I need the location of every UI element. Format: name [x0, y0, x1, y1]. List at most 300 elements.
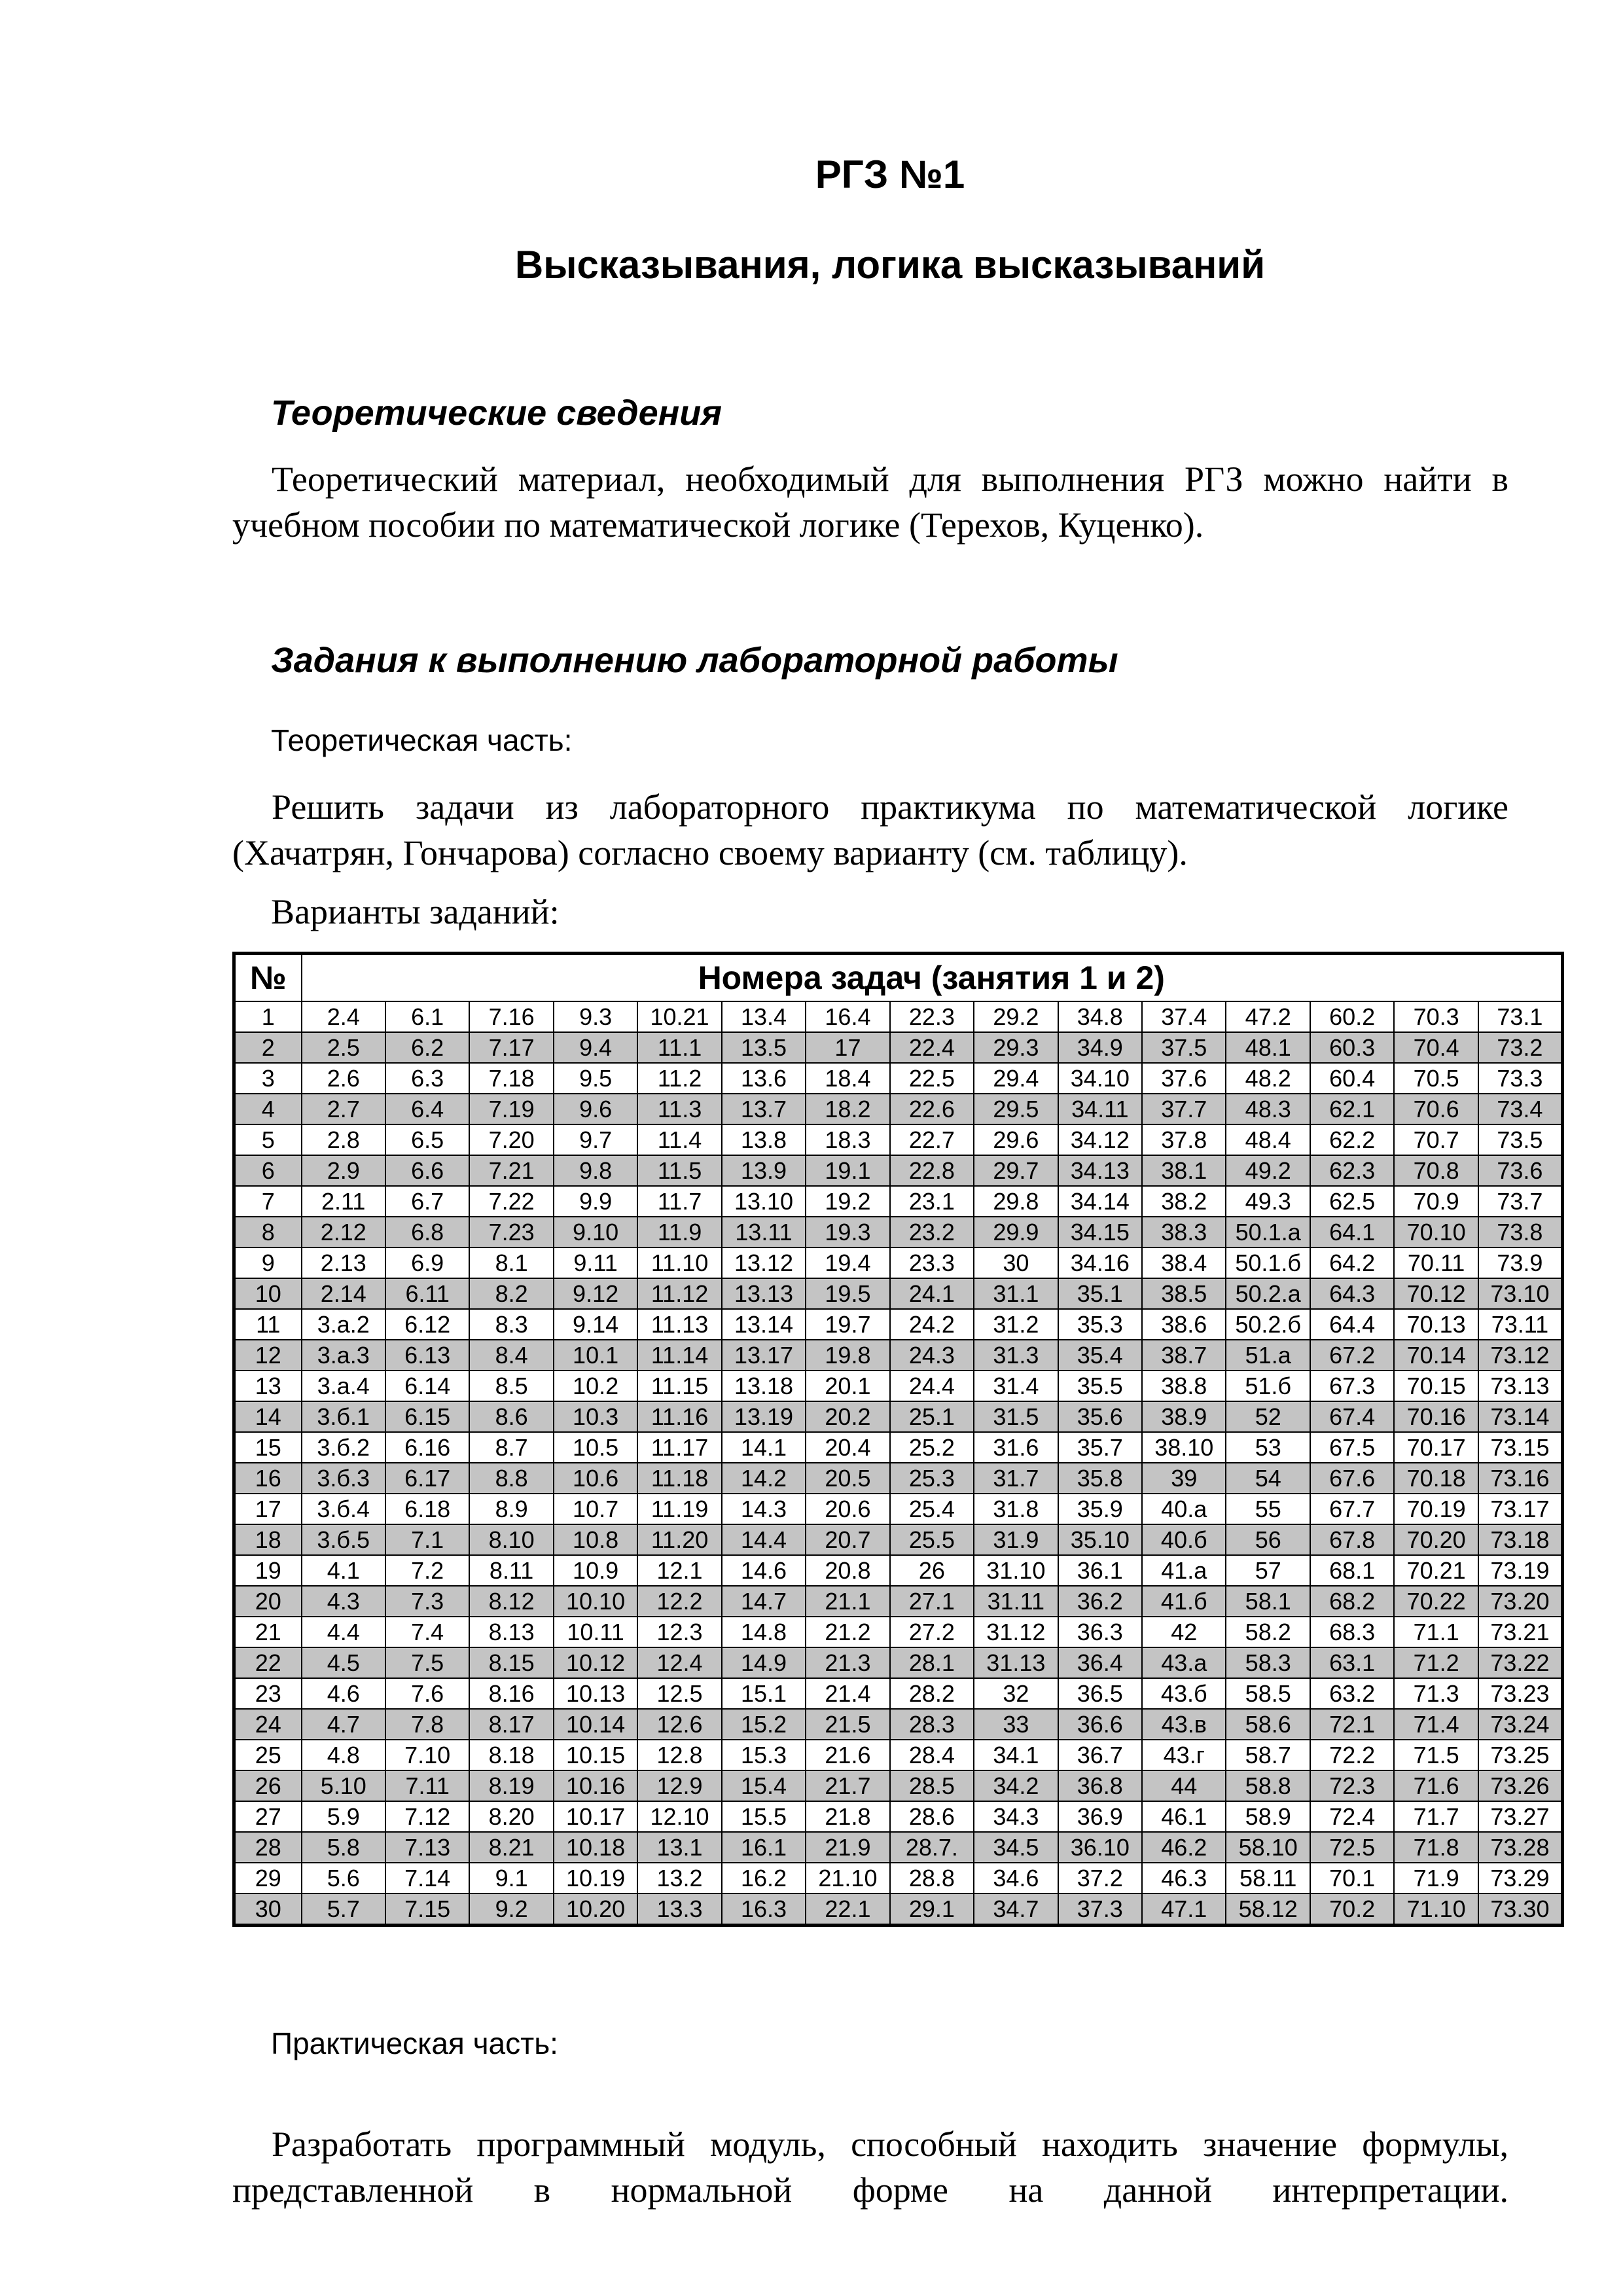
task-cell: 29.2 [974, 1001, 1058, 1032]
task-cell: 20.1 [806, 1371, 889, 1401]
task-cell: 8.1 [469, 1247, 553, 1278]
task-cell: 38.7 [1142, 1340, 1226, 1371]
task-cell: 2.13 [302, 1247, 385, 1278]
task-cell: 13.17 [722, 1340, 806, 1371]
task-cell: 19.1 [806, 1155, 889, 1186]
task-cell: 70.2 [1310, 1893, 1394, 1926]
task-cell: 6.14 [385, 1371, 469, 1401]
task-cell: 31.13 [974, 1647, 1058, 1678]
task-cell: 12.5 [637, 1678, 721, 1709]
task-cell: 24.2 [890, 1309, 974, 1340]
theory-heading: Теоретические сведения [271, 393, 722, 433]
task-cell: 48.3 [1226, 1094, 1310, 1124]
variant-number-cell: 20 [234, 1586, 302, 1617]
task-cell: 10.11 [554, 1617, 637, 1647]
task-cell: 10.13 [554, 1678, 637, 1709]
task-cell: 7.11 [385, 1770, 469, 1801]
task-cell: 8.18 [469, 1740, 553, 1770]
task-cell: 37.4 [1142, 1001, 1226, 1032]
task-cell: 14.3 [722, 1494, 806, 1524]
task-cell: 28.2 [890, 1678, 974, 1709]
task-cell: 31.12 [974, 1617, 1058, 1647]
task-cell: 62.1 [1310, 1094, 1394, 1124]
header-tasks: Номера задач (занятия 1 и 2) [302, 954, 1563, 1002]
task-cell: 31.10 [974, 1555, 1058, 1586]
table-row [234, 1494, 1563, 1524]
task-cell: 17 [806, 1032, 889, 1063]
task-cell: 70.22 [1394, 1586, 1478, 1617]
task-cell: 67.2 [1310, 1340, 1394, 1371]
task-cell: 11.18 [637, 1463, 721, 1494]
task-cell: 73.15 [1478, 1432, 1563, 1463]
task-cell: 11.2 [637, 1063, 721, 1094]
task-cell: 62.5 [1310, 1186, 1394, 1217]
task-cell: 73.20 [1478, 1586, 1563, 1617]
task-text: Решить задачи из лабораторного практикума по математической логике (Хачатрян, Гончарова) согласно своему варианту (см. таблицу). [232, 787, 1508, 872]
task-cell: 43.б [1142, 1678, 1226, 1709]
task-cell: 10.21 [637, 1001, 721, 1032]
task-cell: 7.18 [469, 1063, 553, 1094]
task-cell: 37.8 [1142, 1124, 1226, 1155]
task-cell: 10.20 [554, 1893, 637, 1926]
task-cell: 2.12 [302, 1217, 385, 1247]
task-cell: 54 [1226, 1463, 1310, 1494]
task-cell: 25.2 [890, 1432, 974, 1463]
task-cell: 31.6 [974, 1432, 1058, 1463]
task-cell: 10.8 [554, 1524, 637, 1555]
table-row [234, 1617, 1563, 1647]
task-cell: 36.2 [1058, 1586, 1142, 1617]
task-cell: 7.8 [385, 1709, 469, 1740]
task-cell: 9.7 [554, 1124, 637, 1155]
task-cell: 73.10 [1478, 1278, 1563, 1309]
task-cell: 72.5 [1310, 1832, 1394, 1863]
task-cell: 10.5 [554, 1432, 637, 1463]
task-cell: 70.7 [1394, 1124, 1478, 1155]
task-cell: 60.2 [1310, 1001, 1394, 1032]
task-cell: 70.4 [1394, 1032, 1478, 1063]
task-cell: 34.15 [1058, 1217, 1142, 1247]
task-cell: 20.6 [806, 1494, 889, 1524]
task-cell: 11.13 [637, 1309, 721, 1340]
task-cell: 21.1 [806, 1586, 889, 1617]
task-cell: 41.б [1142, 1586, 1226, 1617]
task-cell: 43.в [1142, 1709, 1226, 1740]
task-cell: 73.21 [1478, 1617, 1563, 1647]
task-cell: 8.7 [469, 1432, 553, 1463]
task-cell: 67.8 [1310, 1524, 1394, 1555]
table-row [234, 1247, 1563, 1278]
task-cell: 3.б.2 [302, 1432, 385, 1463]
task-cell: 6.3 [385, 1063, 469, 1094]
variant-number-cell: 30 [234, 1893, 302, 1926]
task-cell: 73.29 [1478, 1863, 1563, 1893]
task-cell: 20.2 [806, 1401, 889, 1432]
task-cell: 60.4 [1310, 1063, 1394, 1094]
task-cell: 22.6 [890, 1094, 974, 1124]
task-cell: 57 [1226, 1555, 1310, 1586]
task-cell: 11.1 [637, 1032, 721, 1063]
task-cell: 31.7 [974, 1463, 1058, 1494]
task-cell: 11.20 [637, 1524, 721, 1555]
task-cell: 38.10 [1142, 1432, 1226, 1463]
task-cell: 28.1 [890, 1647, 974, 1678]
task-cell: 28.7. [890, 1832, 974, 1863]
task-cell: 15.5 [722, 1801, 806, 1832]
task-cell: 35.5 [1058, 1371, 1142, 1401]
task-cell: 9.10 [554, 1217, 637, 1247]
task-cell: 6.2 [385, 1032, 469, 1063]
theory-paragraph [232, 456, 1508, 548]
task-cell: 49.2 [1226, 1155, 1310, 1186]
task-cell: 6.7 [385, 1186, 469, 1217]
task-cell: 72.2 [1310, 1740, 1394, 1770]
task-cell: 46.2 [1142, 1832, 1226, 1863]
theoretical-part-label: Теоретическая часть: [271, 723, 573, 757]
table-row [234, 1770, 1563, 1801]
task-cell: 35.4 [1058, 1340, 1142, 1371]
task-cell: 7.15 [385, 1893, 469, 1926]
task-cell: 13.14 [722, 1309, 806, 1340]
task-cell: 7.20 [469, 1124, 553, 1155]
task-cell: 23.2 [890, 1217, 974, 1247]
task-cell: 58.9 [1226, 1801, 1310, 1832]
task-cell: 9.5 [554, 1063, 637, 1094]
task-cell: 7.23 [469, 1217, 553, 1247]
task-cell: 62.2 [1310, 1124, 1394, 1155]
task-cell: 8.16 [469, 1678, 553, 1709]
task-cell: 70.14 [1394, 1340, 1478, 1371]
task-cell: 8.10 [469, 1524, 553, 1555]
task-cell: 70.15 [1394, 1371, 1478, 1401]
task-cell: 3.б.1 [302, 1401, 385, 1432]
variant-number-cell: 10 [234, 1278, 302, 1309]
task-cell: 2.4 [302, 1001, 385, 1032]
task-cell: 7.16 [469, 1001, 553, 1032]
task-cell: 4.3 [302, 1586, 385, 1617]
table-row [234, 1524, 1563, 1555]
task-cell: 22.8 [890, 1155, 974, 1186]
task-cell: 11.3 [637, 1094, 721, 1124]
task-cell: 7.17 [469, 1032, 553, 1063]
task-cell: 6.8 [385, 1217, 469, 1247]
task-cell: 6.6 [385, 1155, 469, 1186]
task-cell: 9.6 [554, 1094, 637, 1124]
task-cell: 21.10 [806, 1863, 889, 1893]
task-cell: 13.3 [637, 1893, 721, 1926]
task-cell: 73.16 [1478, 1463, 1563, 1494]
task-cell: 10.17 [554, 1801, 637, 1832]
table-row [234, 1186, 1563, 1217]
task-paragraph [232, 784, 1508, 876]
task-cell: 2.9 [302, 1155, 385, 1186]
task-cell: 23.3 [890, 1247, 974, 1278]
task-cell: 38.6 [1142, 1309, 1226, 1340]
table-row [234, 1832, 1563, 1863]
task-cell: 11.16 [637, 1401, 721, 1432]
task-cell: 13.18 [722, 1371, 806, 1401]
task-cell: 7.13 [385, 1832, 469, 1863]
task-cell: 36.7 [1058, 1740, 1142, 1770]
task-cell: 40.б [1142, 1524, 1226, 1555]
task-cell: 5.7 [302, 1893, 385, 1926]
task-cell: 38.1 [1142, 1155, 1226, 1186]
task-cell: 3.а.3 [302, 1340, 385, 1371]
task-cell: 6.11 [385, 1278, 469, 1309]
task-cell: 19.4 [806, 1247, 889, 1278]
task-cell: 34.5 [974, 1832, 1058, 1863]
task-cell: 16.2 [722, 1863, 806, 1893]
task-cell: 18.3 [806, 1124, 889, 1155]
task-cell: 21.5 [806, 1709, 889, 1740]
task-cell: 31.3 [974, 1340, 1058, 1371]
task-cell: 48.1 [1226, 1032, 1310, 1063]
task-cell: 58.7 [1226, 1740, 1310, 1770]
task-cell: 7.2 [385, 1555, 469, 1586]
task-cell: 9.3 [554, 1001, 637, 1032]
task-cell: 7.10 [385, 1740, 469, 1770]
task-cell: 46.1 [1142, 1801, 1226, 1832]
task-cell: 70.1 [1310, 1863, 1394, 1893]
variant-number-cell: 12 [234, 1340, 302, 1371]
task-cell: 11.17 [637, 1432, 721, 1463]
variant-number-cell: 9 [234, 1247, 302, 1278]
task-cell: 73.25 [1478, 1740, 1563, 1770]
task-cell: 25.1 [890, 1401, 974, 1432]
task-cell: 7.6 [385, 1678, 469, 1709]
task-cell: 36.5 [1058, 1678, 1142, 1709]
variant-number-cell: 7 [234, 1186, 302, 1217]
task-cell: 6.9 [385, 1247, 469, 1278]
task-cell: 11.15 [637, 1371, 721, 1401]
task-cell: 7.12 [385, 1801, 469, 1832]
task-cell: 3.б.5 [302, 1524, 385, 1555]
task-cell: 73.1 [1478, 1001, 1563, 1032]
task-cell: 14.7 [722, 1586, 806, 1617]
task-cell: 73.7 [1478, 1186, 1563, 1217]
task-cell: 12.1 [637, 1555, 721, 1586]
task-cell: 53 [1226, 1432, 1310, 1463]
header-number: № [234, 954, 302, 1002]
task-cell: 71.10 [1394, 1893, 1478, 1926]
task-cell: 21.3 [806, 1647, 889, 1678]
task-cell: 22.1 [806, 1893, 889, 1926]
task-cell: 64.3 [1310, 1278, 1394, 1309]
table-row [234, 1740, 1563, 1770]
task-cell: 10.9 [554, 1555, 637, 1586]
task-cell: 42 [1142, 1617, 1226, 1647]
task-cell: 29.3 [974, 1032, 1058, 1063]
task-cell: 8.6 [469, 1401, 553, 1432]
task-cell: 13.4 [722, 1001, 806, 1032]
variant-number-cell: 3 [234, 1063, 302, 1094]
task-cell: 14.8 [722, 1617, 806, 1647]
task-cell: 67.7 [1310, 1494, 1394, 1524]
variant-number-cell: 18 [234, 1524, 302, 1555]
task-cell: 22.7 [890, 1124, 974, 1155]
task-cell: 11.9 [637, 1217, 721, 1247]
task-cell: 34.7 [974, 1893, 1058, 1926]
table-row [234, 1432, 1563, 1463]
task-cell: 73.5 [1478, 1124, 1563, 1155]
variant-number-cell: 16 [234, 1463, 302, 1494]
task-cell: 73.28 [1478, 1832, 1563, 1863]
task-cell: 25.4 [890, 1494, 974, 1524]
task-cell: 73.24 [1478, 1709, 1563, 1740]
task-cell: 70.16 [1394, 1401, 1478, 1432]
task-cell: 35.3 [1058, 1309, 1142, 1340]
task-cell: 34.14 [1058, 1186, 1142, 1217]
task-cell: 12.8 [637, 1740, 721, 1770]
task-cell: 70.19 [1394, 1494, 1478, 1524]
task-cell: 13.9 [722, 1155, 806, 1186]
task-cell: 7.5 [385, 1647, 469, 1678]
task-cell: 73.14 [1478, 1401, 1563, 1432]
task-cell: 8.4 [469, 1340, 553, 1371]
variant-number-cell: 15 [234, 1432, 302, 1463]
task-cell: 63.1 [1310, 1647, 1394, 1678]
task-cell: 2.6 [302, 1063, 385, 1094]
task-cell: 71.7 [1394, 1801, 1478, 1832]
task-cell: 2.7 [302, 1094, 385, 1124]
variant-number-cell: 8 [234, 1217, 302, 1247]
task-cell: 72.3 [1310, 1770, 1394, 1801]
task-cell: 21.4 [806, 1678, 889, 1709]
task-cell: 67.3 [1310, 1371, 1394, 1401]
variant-number-cell: 26 [234, 1770, 302, 1801]
task-cell: 5.10 [302, 1770, 385, 1801]
task-cell: 15.3 [722, 1740, 806, 1770]
task-cell: 73.22 [1478, 1647, 1563, 1678]
task-cell: 19.8 [806, 1340, 889, 1371]
task-cell: 10.19 [554, 1863, 637, 1893]
task-cell: 70.20 [1394, 1524, 1478, 1555]
table-row [234, 1893, 1563, 1926]
task-cell: 28.4 [890, 1740, 974, 1770]
task-cell: 73.19 [1478, 1555, 1563, 1586]
task-cell: 8.19 [469, 1770, 553, 1801]
task-cell: 7.4 [385, 1617, 469, 1647]
task-cell: 6.12 [385, 1309, 469, 1340]
task-cell: 32 [974, 1678, 1058, 1709]
task-cell: 7.22 [469, 1186, 553, 1217]
task-cell: 10.7 [554, 1494, 637, 1524]
table-header-row [234, 954, 1563, 1002]
task-cell: 35.8 [1058, 1463, 1142, 1494]
task-cell: 49.3 [1226, 1186, 1310, 1217]
practical-paragraph [232, 2121, 1508, 2213]
table-row [234, 1463, 1563, 1494]
task-cell: 58.11 [1226, 1863, 1310, 1893]
task-cell: 31.11 [974, 1586, 1058, 1617]
task-cell: 22.4 [890, 1032, 974, 1063]
task-cell: 50.2.б [1226, 1309, 1310, 1340]
task-cell: 38.3 [1142, 1217, 1226, 1247]
task-cell: 28.8 [890, 1863, 974, 1893]
task-cell: 73.26 [1478, 1770, 1563, 1801]
task-cell: 71.9 [1394, 1863, 1478, 1893]
task-cell: 24.3 [890, 1340, 974, 1371]
task-cell: 64.2 [1310, 1247, 1394, 1278]
task-cell: 37.3 [1058, 1893, 1142, 1926]
table-row [234, 1401, 1563, 1432]
task-cell: 8.13 [469, 1617, 553, 1647]
task-cell: 55 [1226, 1494, 1310, 1524]
task-cell: 5.6 [302, 1863, 385, 1893]
table-row [234, 1063, 1563, 1094]
task-cell: 29.5 [974, 1094, 1058, 1124]
task-cell: 21.7 [806, 1770, 889, 1801]
task-cell: 13.2 [637, 1863, 721, 1893]
task-cell: 13.1 [637, 1832, 721, 1863]
task-cell: 9.11 [554, 1247, 637, 1278]
task-cell: 9.14 [554, 1309, 637, 1340]
task-cell: 19.2 [806, 1186, 889, 1217]
theory-text: Теоретический материал, необходимый для выполнения РГЗ можно найти в учебном пособии по математической логике (Терехов, Куценко). [232, 459, 1508, 545]
task-cell: 20.5 [806, 1463, 889, 1494]
task-cell: 29.9 [974, 1217, 1058, 1247]
variant-number-cell: 25 [234, 1740, 302, 1770]
task-cell: 25.5 [890, 1524, 974, 1555]
task-cell: 58.8 [1226, 1770, 1310, 1801]
table-body [234, 1001, 1563, 1926]
task-cell: 13.10 [722, 1186, 806, 1217]
variant-number-cell: 29 [234, 1863, 302, 1893]
task-cell: 50.1.б [1226, 1247, 1310, 1278]
task-cell: 10.14 [554, 1709, 637, 1740]
task-cell: 36.10 [1058, 1832, 1142, 1863]
task-cell: 34.13 [1058, 1155, 1142, 1186]
table-row [234, 1340, 1563, 1371]
task-cell: 15.4 [722, 1770, 806, 1801]
task-cell: 71.5 [1394, 1740, 1478, 1770]
task-cell: 31.1 [974, 1278, 1058, 1309]
task-cell: 73.30 [1478, 1893, 1563, 1926]
task-cell: 8.15 [469, 1647, 553, 1678]
task-cell: 11.4 [637, 1124, 721, 1155]
variant-number-cell: 1 [234, 1001, 302, 1032]
task-cell: 29.6 [974, 1124, 1058, 1155]
task-cell: 73.23 [1478, 1678, 1563, 1709]
task-cell: 13.19 [722, 1401, 806, 1432]
task-cell: 15.2 [722, 1709, 806, 1740]
task-cell: 56 [1226, 1524, 1310, 1555]
task-cell: 18.2 [806, 1094, 889, 1124]
task-cell: 28.3 [890, 1709, 974, 1740]
task-cell: 37.2 [1058, 1863, 1142, 1893]
task-cell: 73.27 [1478, 1801, 1563, 1832]
task-cell: 44 [1142, 1770, 1226, 1801]
task-cell: 58.5 [1226, 1678, 1310, 1709]
task-cell: 2.5 [302, 1032, 385, 1063]
task-cell: 9.8 [554, 1155, 637, 1186]
task-cell: 10.12 [554, 1647, 637, 1678]
task-cell: 73.4 [1478, 1094, 1563, 1124]
task-cell: 58.3 [1226, 1647, 1310, 1678]
task-cell: 38.5 [1142, 1278, 1226, 1309]
variant-number-cell: 17 [234, 1494, 302, 1524]
task-cell: 73.8 [1478, 1217, 1563, 1247]
task-cell: 24.4 [890, 1371, 974, 1401]
task-cell: 25.3 [890, 1463, 974, 1494]
task-cell: 14.2 [722, 1463, 806, 1494]
task-cell: 21.6 [806, 1740, 889, 1770]
task-cell: 47.1 [1142, 1893, 1226, 1926]
task-cell: 7.3 [385, 1586, 469, 1617]
task-cell: 39 [1142, 1463, 1226, 1494]
task-cell: 21.2 [806, 1617, 889, 1647]
task-cell: 8.5 [469, 1371, 553, 1401]
